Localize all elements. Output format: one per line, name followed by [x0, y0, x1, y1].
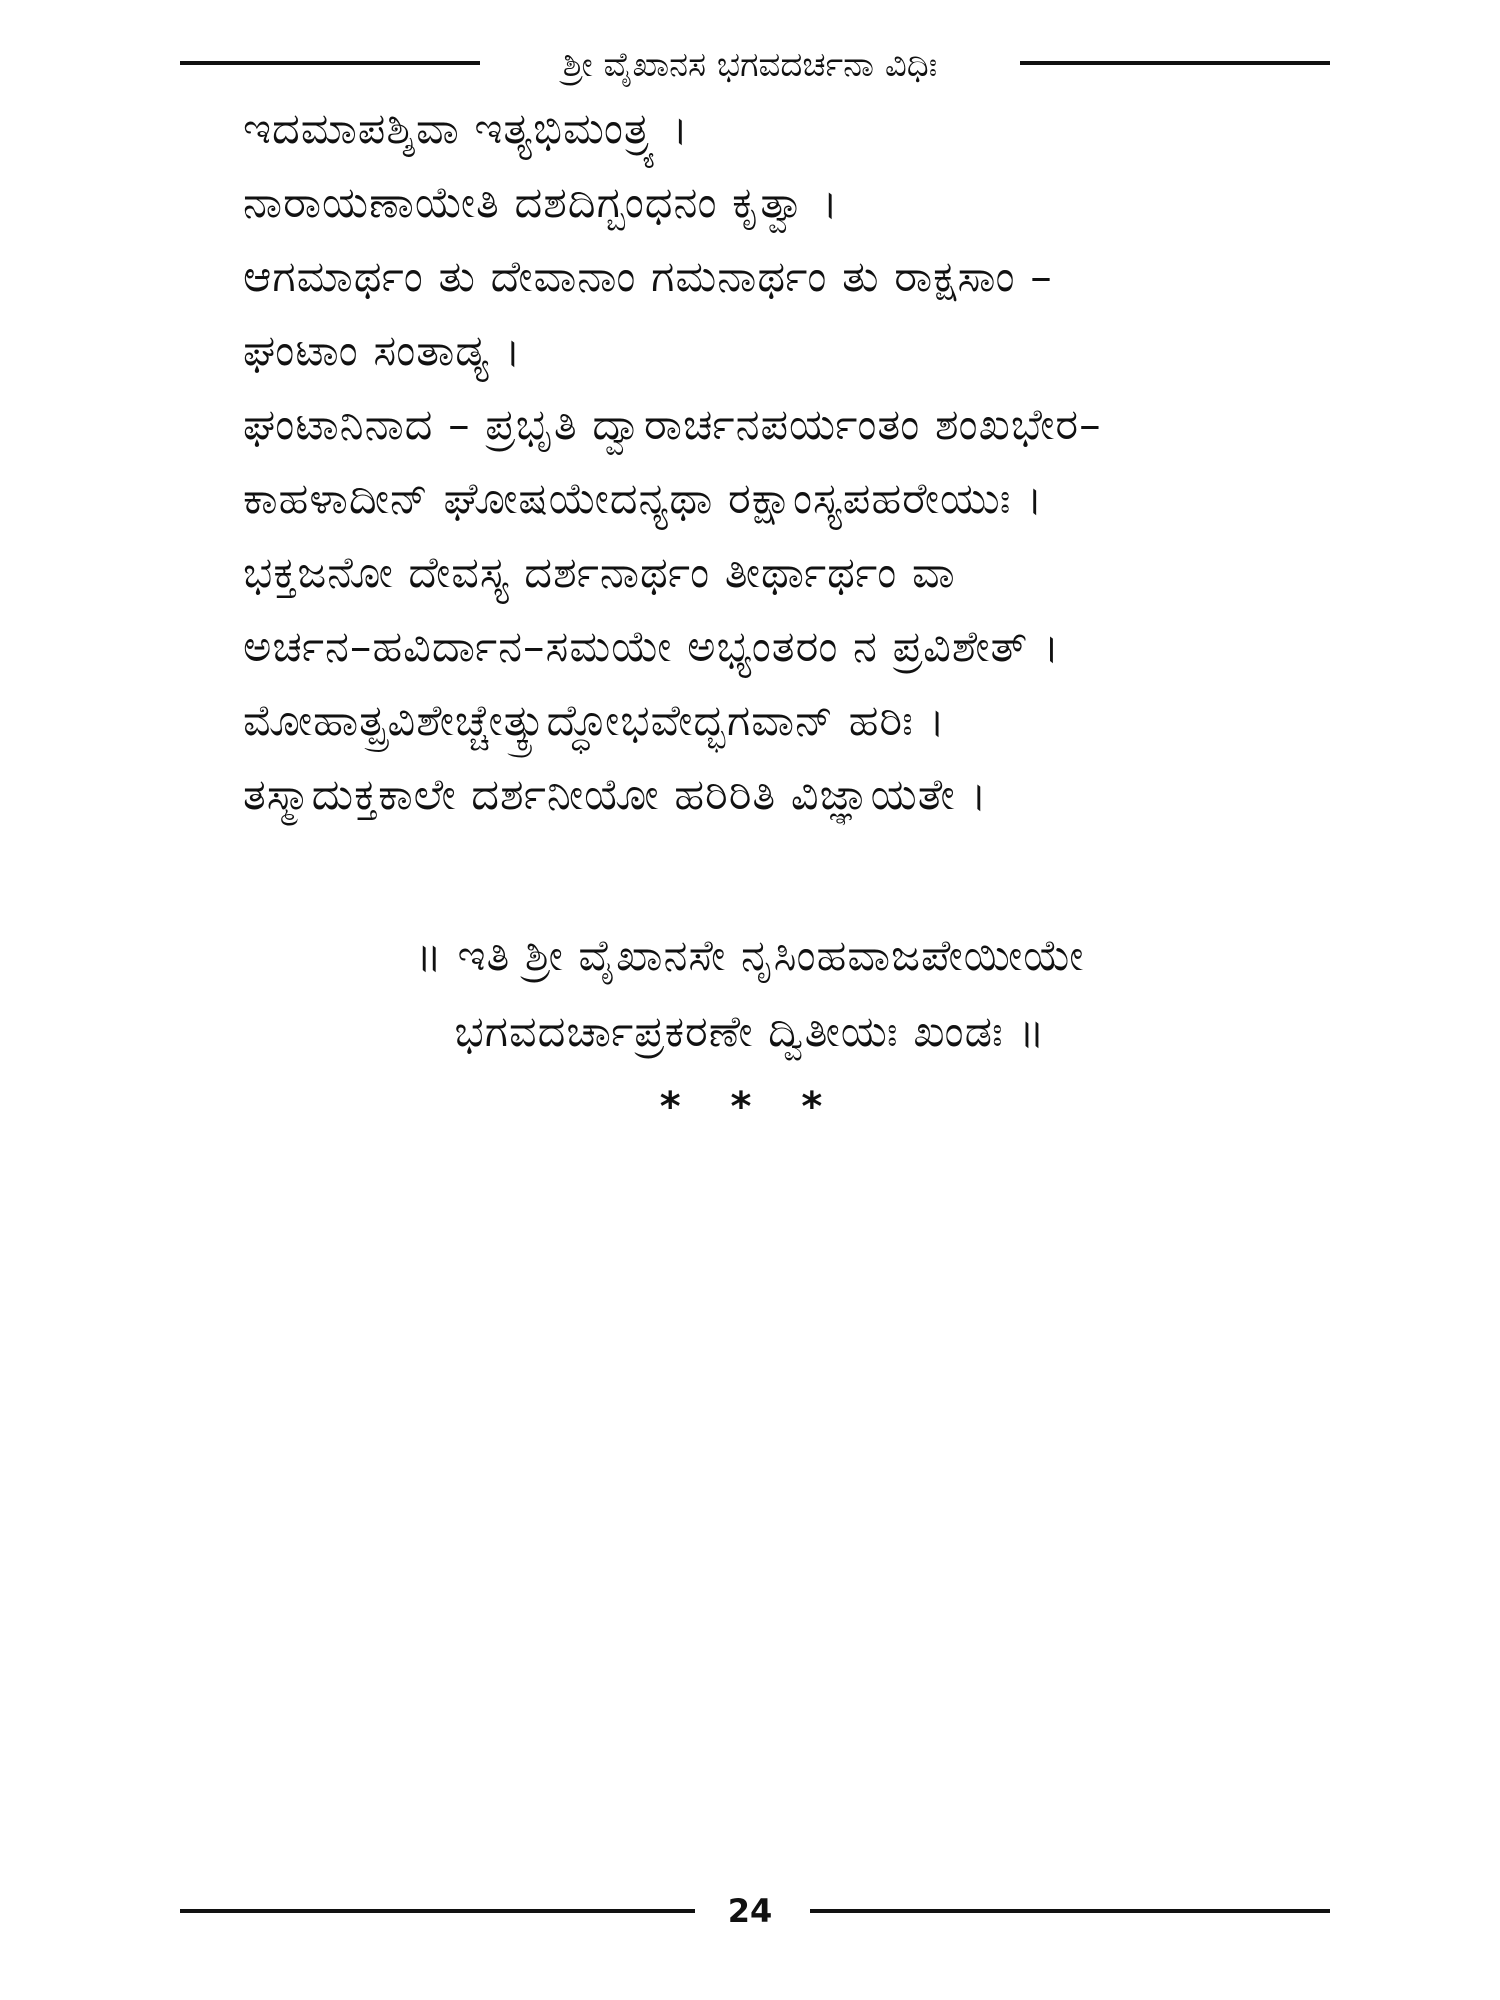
header-rule-right [1020, 61, 1330, 65]
star-separator: * * * [659, 1084, 841, 1130]
footer-rule-right [810, 1909, 1330, 1913]
footer-rule-left [180, 1909, 695, 1913]
body-line-10: ತಸ್ಮಾದುಕ್ತಕಾಲೇ ದರ್ಶನೀಯೋ ಹರಿರಿತಿ ವಿಜ್ಞಾಯತೇ । [243, 770, 988, 820]
body-line-4: ಘಂಟಾಂ ಸಂತಾಡ್ಯ । [243, 326, 522, 376]
page-number: 24 [727, 1892, 773, 1930]
colophon-line-1: ॥ ಇತಿ ಶ್ರೀ ವೈಖಾನಸೇ ನೃಸಿಂಹವಾಜಪೇಯೀಯೇ [415, 931, 1085, 981]
section-colophon [250, 918, 1250, 1070]
body-line-8: ಅರ್ಚನ–ಹವಿರ್ದಾನ–ಸಮಯೇ ಅಭ್ಯಂತರಂ ನ ಪ್ರವಿಶೇತ್ । [243, 622, 1061, 672]
body-text [243, 92, 1343, 832]
colophon-line-2: ಭಗವದರ್ಚಾಪ್ರಕರಣೇ ದ್ವಿತೀಯಃ ಖಂಡಃ ॥ [454, 1007, 1046, 1057]
body-line-5: ಘಂಟಾನಿನಾದ – ಪ್ರಭೃತಿ ದ್ವಾರಾರ್ಚನಪರ್ಯಂತಂ ಶಂಖಭೇರ– [243, 400, 1102, 450]
running-header-title: ಶ್ರೀ ವೈಖಾನಸ ಭಗವದರ್ಚನಾ ವಿಧಿಃ [562, 45, 938, 85]
body-line-1: ಇದಮಾಪಶ್ಶಿವಾ ಇತ್ಯಭಿಮಂತ್ರ್ಯ । [243, 104, 690, 154]
body-line-6: ಕಾಹಳಾದೀನ್ ಘೋಷಯೇದನ್ಯಥಾ ರಕ್ಷಾಂಸ್ಯಪಹರೇಯುಃ । [243, 474, 1044, 524]
body-line-3: ಆಗಮಾರ್ಥಂ ತು ದೇವಾನಾಂ ಗಮನಾರ್ಥಂ ತು ರಾಕ್ಷಸಾಂ – [243, 252, 1053, 302]
header-rule-left [180, 61, 480, 65]
body-line-9: ಮೋಹಾತ್ಪ್ರವಿಶೇಚ್ಚೇತ್ಕ್ರುದ್ಧೋಭವೇದ್ಭಗವಾನ್ ಹರಿಃ । [243, 696, 946, 746]
body-line-2: ನಾರಾಯಣಾಯೇತಿ ದಶದಿಗ್ಬಂಧನಂ ಕೃತ್ವಾ । [243, 178, 839, 228]
body-line-7: ಭಕ್ತಜನೋ ದೇವಸ್ಯ ದರ್ಶನಾರ್ಥಂ ತೀರ್ಥಾರ್ಥಂ ವಾ [243, 548, 956, 598]
